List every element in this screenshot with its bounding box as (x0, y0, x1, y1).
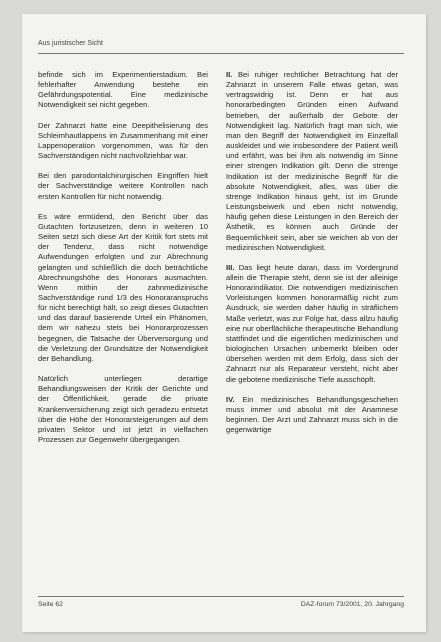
header-rule (38, 53, 404, 54)
right-paragraph-3 (226, 395, 398, 436)
section-numeral-iv: IV. (226, 394, 235, 404)
running-header: Aus juristischer Sicht (38, 40, 103, 47)
section-iv-text: Ein medizinisches Behandlungsgeschehen muss immer und absolut mit der Anamnese beginnen. Der Arzt und Zahnarzt muss sich in die gegenwärtige (226, 394, 398, 435)
right-paragraph-1 (226, 70, 398, 253)
right-column (226, 70, 398, 445)
journal-citation: DAZ-forum 73/2001, 20. Jahrgang (300, 601, 404, 608)
section-numeral-ii: II. (226, 70, 233, 79)
page-number: Seite 62 (38, 601, 63, 608)
left-paragraph-4: Es wäre ermüdend, den Bericht über das Gutachten fortzusetzen, denn in weiteren 10 Seiten setzt sich diese Art der Kritik fort stets mit der Tendenz, dass nicht notwendige Aufwendungen erfolgten und zur Abrechnung gelangten und schließlich die doch beträchtliche Abrechnungshöhe des Honorars ausmachten. Wenn mithin der zahnmedizinische Sachverständige rund 1/3 des Honoraranspruchs für nicht berechtigt hält, so zeigt dieses Gutachten und das darauf basierende Urteil ein Phänomen, dem wir nahezu stets bei Honorarprozessen begegnen, die Tatsache der Überversorgung und die Verletzung der Grundsätze der Notwendigkeit der Behandlung. (38, 211, 208, 363)
section-ii-text: Bei ruhiger rechtlicher Betrachtung hat der Zahnarzt in unserem Falle etwas getan, was vertragswidrig ist. Denn er hat aus honorarbedingten Gründen einen Aufwand betrieben, der außerhalb der Gebote der Notwendigkeit lag. Natürlich fragt man sich, wie man den Begriff der Notwendigkeit im Einzelfall auskleidet und wie insbesondere der Patient weiß und erfährt, was bei ihm als notwendig im Sinne einer strengen Indikation gilt. Denn die strenge Indikation ist der medizinische Begriff für die absolute Notwendigkeit, alles, was über die strenge Indikation hinaus geht, ist im Grunde Leistungsbeiwerk und eben nicht notwendig, häufig gehen diese Leistungen in den Bereich der Ästhetik, es können auch Gründe der Bequemlichkeit sein, aber sie weichen ab von der medizinischen Notwendigkeit. (226, 70, 398, 252)
section-iii-text: Das liegt heute daran, dass im Vordergrund allein die Therapie steht, denn sie ist der alleinige Honorarindikator. Die notwendigen medizinischen Vorleistungen kommen honorarmäßig nicht zum Ausdruck, sie werden daher häufig in sträflichem Maße verletzt, was zur Folge hat, dass allzu häufig eine nur oberflächliche therapeutische Behandlung stattfindet und die eigentlichen medizinischen und biologischen Ursachen unbemerkt bleiben oder übersehen werden mit dem Erfolg, dass sich der Zahnarzt nur als Reparateur versteht, nicht aber die gebotene medizinische Tiefe ausschöpft. (226, 262, 398, 384)
right-paragraph-2 (226, 263, 398, 385)
left-paragraph-3: Bei den parodontalchirurgischen Eingriffen hielt der Sachverständige weitere Kontrollen nach ersten Kontrollen für nicht notwendig. (38, 171, 208, 201)
document-page (22, 14, 426, 632)
footer-rule (38, 596, 404, 597)
section-numeral-iii: III. (226, 262, 235, 272)
left-paragraph-1: befinde sich im Experimentierstadium. Bei fehlerhafter Anwendung bestehe ein Gefährdungspotential. Eine medizinische Notwendigkeit sei nicht gegeben. (38, 70, 208, 110)
left-paragraph-2: Der Zahnarzt hatte eine Deepithelisierung des Schleimhautlappens im Zusammenhang mit einer Lappenoperation vorgenommen, was für den Sachverständigen nicht nachvollziehbar war. (38, 120, 208, 161)
left-column (38, 70, 208, 455)
left-paragraph-5: Natürlich unterliegen derartige Behandlungsweisen der Kritik der Gerichte und der Öffentlichkeit, gerade die private Krankenversicherung zeigt sich geradezu entsetzt über die Höhe der Honorarsteigerungen auf dem privaten Sektor und ist jetzt in vielfachen Prozessen zur Gegenwehr übergegangen. (38, 374, 208, 444)
